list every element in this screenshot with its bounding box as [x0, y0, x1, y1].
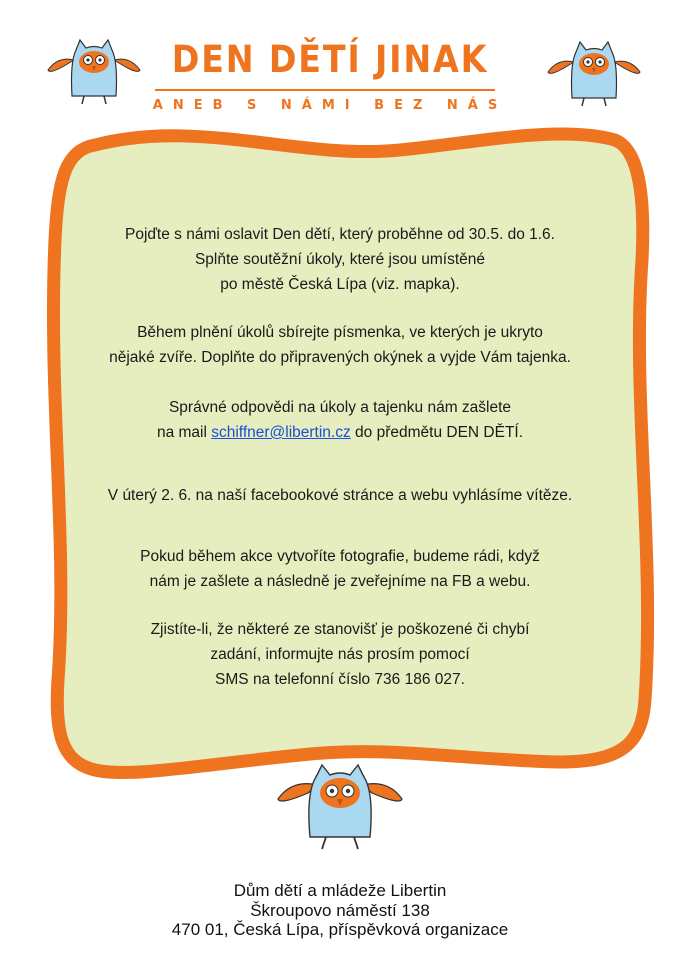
- paragraph-letters: Během plnění úkolů sbírejte písmenka, ve kterých je ukryto nějaké zvíře. Doplňte do připravených okýnek a vyjde Vám tajenka.: [109, 324, 571, 366]
- owl-mascot-icon: [546, 38, 642, 110]
- owl-mascot-icon: [272, 763, 408, 855]
- page-title: DEN DĚTÍ JINAK: [171, 38, 489, 81]
- page-subtitle: ANEB S NÁMI BEZ NÁS: [152, 98, 508, 113]
- paragraph-damaged: Zjistíte-li, že některé ze stanovišť je poškozené či chybí zadání, informujte nás prosím pomocí SMS na telefonní číslo 736 186 027.: [150, 621, 530, 688]
- info-text: [80, 222, 600, 692]
- paragraph-answers: Správné odpovědi na úkoly a tajenku nám zašlete na mail schiffner@libertin.cz do předmětu DEN DĚTÍ.: [156, 399, 524, 441]
- street-address: Škroupovo náměstí 138: [250, 900, 430, 920]
- email-link[interactable]: schiffner@libertin.cz: [211, 424, 351, 441]
- owl-mascot-icon: [46, 36, 142, 108]
- footer-address: [100, 881, 580, 940]
- city-address: 470 01, Česká Lípa, příspěvková organizace: [171, 920, 509, 939]
- paragraph-winners: V úterý 2. 6. na naší facebookové stránce a webu vyhlásíme vítěze.: [107, 487, 573, 504]
- title-rule: [155, 89, 495, 91]
- paragraph-photos: Pokud během akce vytvoříte fotografie, budeme rádi, když nám je zašlete a následně je zveřejníme na FB a webu.: [140, 548, 540, 590]
- paragraph-invitation: Pojďte s námi oslavit Den dětí, který proběhne od 30.5. do 1.6. Splňte soutěžní úkoly, které jsou umístěné po městě Česká Lípa (viz. mapka).: [124, 226, 555, 293]
- organization-name: Dům dětí a mládeže Libertin: [233, 881, 447, 900]
